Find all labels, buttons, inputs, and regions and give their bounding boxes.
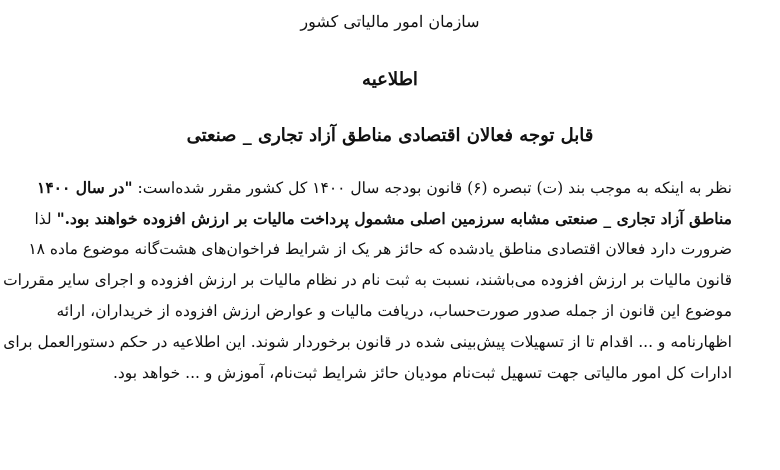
body-line-2-normal: لذا [34, 210, 57, 228]
body-line-1-normal: نظر به اینکه به موجب بند (ت) تبصره (۶) قانون بودجه سال ۱۴۰۰ کل کشور مقرر شده‌است: [132, 179, 732, 197]
body-line-6: اظهارنامه و ... اقدام تا از تسهیلات پیش‌بینی شده در قانون برخوردار شوند. این اطلاعیه در حکم دستورالعمل برای [3, 333, 732, 351]
body-line-1 [32, 172, 732, 203]
notice-subtitle: قابل توجه فعالان اقتصادی مناطق آزاد تجاری _ صنعتی [186, 125, 594, 146]
body-line-1-quote-start: "در سال ۱۴۰۰ [37, 178, 133, 197]
organization-name: سازمان امور مالیاتی کشور [300, 12, 480, 31]
body-line-3: ضرورت دارد فعالان اقتصادی مناطق یادشده که حائز هر یک از شرایط فراخوان‌های هشت‌گانه موضوع ماده ۱۸ [28, 240, 732, 258]
body-line-2 [32, 203, 732, 234]
body-line-5: موضوع این قانون از جمله صدور صورت‌حساب، دریافت مالیات و عوارض ارزش افزوده از خریداران، ارائه [56, 302, 732, 320]
body-line-7: ادارات کل امور مالیاتی جهت تسهیل ثبت‌نام مودیان حائز شرایط ثبت‌نام، آموزش و ... خواهد بود. [112, 364, 732, 382]
notice-title: اطلاعیه [362, 69, 418, 90]
notice-body [3, 172, 732, 389]
body-line-4: قانون مالیات بر ارزش افزوده می‌باشند، نسبت به ثبت نام در نظام مالیات بر ارزش افزوده و اجرای سایر مقررات [3, 271, 732, 289]
body-line-2-quote-end: مناطق آزاد تجاری _ صنعتی مشابه سرزمین اصلی مشمول پرداخت مالیات بر ارزش افزوده خواهند بود." [56, 209, 732, 228]
